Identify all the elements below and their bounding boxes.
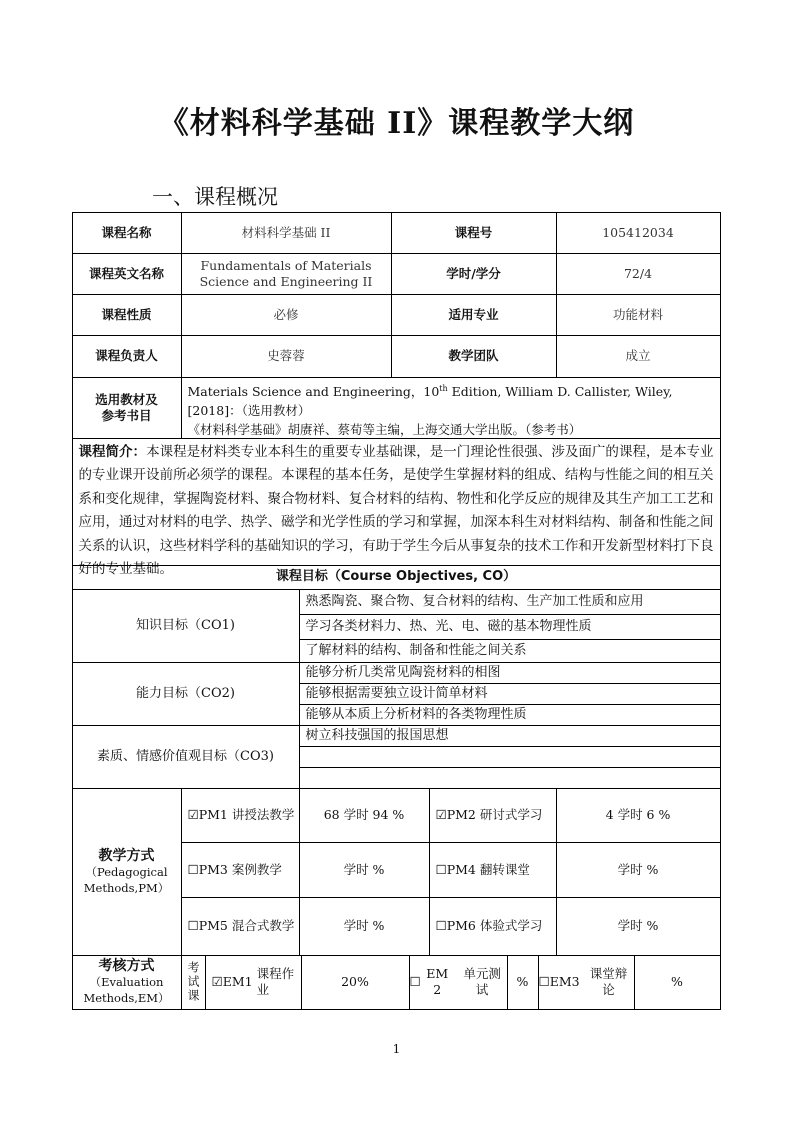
checkbox-checked-icon[interactable]: ☑ bbox=[435, 807, 447, 822]
em2-value: % bbox=[507, 955, 539, 1010]
hours-credits-value: 72/4 bbox=[556, 253, 721, 295]
major-label: 适用专业 bbox=[391, 294, 557, 336]
books-list bbox=[181, 377, 721, 439]
pm5-value: 学时 % bbox=[299, 897, 430, 956]
english-name-label: 课程英文名称 bbox=[72, 253, 182, 295]
pm3-value: 学时 % bbox=[299, 842, 430, 898]
checkbox-unchecked-icon[interactable]: ☐ bbox=[409, 974, 421, 989]
checkbox-unchecked-icon[interactable]: ☐ bbox=[435, 861, 447, 877]
checkbox-unchecked-icon[interactable]: ☐ bbox=[538, 974, 550, 989]
em1-value: 20% bbox=[301, 955, 410, 1010]
exam-type: 考试课 bbox=[181, 955, 206, 1010]
co2-item: 能够分析几类常见陶瓷材料的相图 bbox=[299, 662, 721, 684]
objectives-header: 课程目标（Course Objectives, CO） bbox=[72, 565, 721, 590]
co1-item: 了解材料的结构、制备和性能之间关系 bbox=[299, 639, 721, 663]
pm5-option[interactable]: ☐ PM5 混合式教学 bbox=[181, 897, 300, 956]
co2-item: 能够根据需要独立设计简单材料 bbox=[299, 683, 721, 705]
pm1-value: 68 学时 94 % bbox=[299, 788, 430, 843]
co1-item: 熟悉陶瓷、聚合物、复合材料的结构、生产加工性质和应用 bbox=[299, 589, 721, 615]
em3-option[interactable]: ☐ EM3 课堂辩论 bbox=[538, 955, 635, 1010]
pm2-option[interactable]: ☑ PM2 研讨式学习 bbox=[429, 788, 557, 843]
co2-label: 能力目标（CO2) bbox=[72, 662, 300, 726]
course-name-label: 课程名称 bbox=[72, 212, 182, 254]
nature-value: 必修 bbox=[181, 294, 392, 336]
page-number: 1 bbox=[392, 1042, 401, 1056]
pm6-option[interactable]: ☐ PM6 体验式学习 bbox=[429, 897, 557, 956]
section-heading: 一、课程概况 bbox=[152, 185, 278, 209]
em1-option[interactable]: ☑ EM1 课程作业 bbox=[205, 955, 302, 1010]
books-label bbox=[72, 377, 182, 439]
co3-item bbox=[299, 746, 721, 768]
team-value: 成立 bbox=[556, 335, 721, 378]
english-name-value: Fundamentals of Materials Science and Engineering II bbox=[181, 253, 392, 295]
intro-label: 课程简介： bbox=[78, 443, 147, 460]
pm6-value: 学时 % bbox=[556, 897, 721, 956]
intro-text: 本课程是材料类专业本科生的重要专业基础课，是一门理论性很强、涉及面广的课程，是本专业的专业课开设前所必须学的课程。本课程的基本任务，是使学生掌握材料的组成、结构与性能之间的相互关系和变化规律，掌握陶瓷材料、聚合物材料、复合材料的结构、物性和化学反应的规律及其生产加工工艺和应用，通过对材料的电学、热学、磁学和光学性质的学习和掌握，加深本科生对材料结构、制备和性能之间关系的认识，这些材料学科的基础知识的学习，有助于学生今后从事复杂的技术工作和开发新型材料打下良好的专业基础。 bbox=[78, 443, 714, 577]
pm4-value: 学时 % bbox=[556, 842, 721, 898]
team-label: 教学团队 bbox=[391, 335, 557, 378]
books-label-line2: 参考书目 bbox=[101, 407, 152, 423]
pedagogical-label: 教学方式 （Pedagogical Methods,PM） bbox=[72, 788, 182, 956]
checkbox-checked-icon[interactable]: ☑ bbox=[211, 974, 223, 989]
em2-option[interactable]: ☐ EM 2 单元测试 bbox=[409, 955, 508, 1010]
major-value: 功能材料 bbox=[556, 294, 721, 336]
book-textbook: Materials Science and Engineering，10th Edition, William D. Callister, Wiley, [2018]：（选用教材） bbox=[187, 383, 673, 418]
books-label-line1: 选用教材及 bbox=[95, 391, 158, 407]
co3-item bbox=[299, 767, 721, 789]
lead-value: 史蓉蓉 bbox=[181, 335, 392, 378]
nature-label: 课程性质 bbox=[72, 294, 182, 336]
course-code-value: 105412034 bbox=[556, 212, 721, 254]
checkbox-unchecked-icon[interactable]: ☐ bbox=[435, 918, 447, 933]
co3-item: 树立科技强国的报国思想 bbox=[299, 725, 721, 747]
checkbox-checked-icon[interactable]: ☑ bbox=[187, 807, 199, 822]
co1-label: 知识目标（CO1) bbox=[72, 589, 300, 663]
co3-label: 素质、情感价值观目标（CO3) bbox=[72, 725, 300, 789]
pm2-value: 4 学时 6 % bbox=[556, 788, 721, 843]
pm1-option[interactable]: ☑ PM1 讲授法教学 bbox=[181, 788, 300, 843]
lead-label: 课程负责人 bbox=[72, 335, 182, 378]
evaluation-label: 考核方式 （Evaluation Methods,EM） bbox=[72, 955, 182, 1010]
document-title: 《材料科学基础 II》课程教学大纲 bbox=[158, 106, 635, 141]
pm3-option[interactable]: ☐ PM3 案例教学 bbox=[181, 842, 300, 898]
co1-item: 学习各类材料力、热、光、电、磁的基本物理性质 bbox=[299, 614, 721, 640]
book-reference: 《材料科学基础》胡赓祥、蔡荀等主编，上海交通大学出版。（参考书） bbox=[187, 421, 582, 437]
checkbox-unchecked-icon[interactable]: ☐ bbox=[187, 918, 199, 933]
pm4-option[interactable]: ☐ PM4 翻转课堂 bbox=[429, 842, 557, 898]
hours-credits-label: 学时/学分 bbox=[391, 253, 557, 295]
em3-value: % bbox=[634, 955, 721, 1010]
course-code-label: 课程号 bbox=[391, 212, 557, 254]
co2-item: 能够从本质上分析材料的各类物理性质 bbox=[299, 704, 721, 726]
checkbox-unchecked-icon[interactable]: ☐ bbox=[187, 861, 199, 877]
course-name-value: 材料科学基础 II bbox=[181, 212, 392, 254]
